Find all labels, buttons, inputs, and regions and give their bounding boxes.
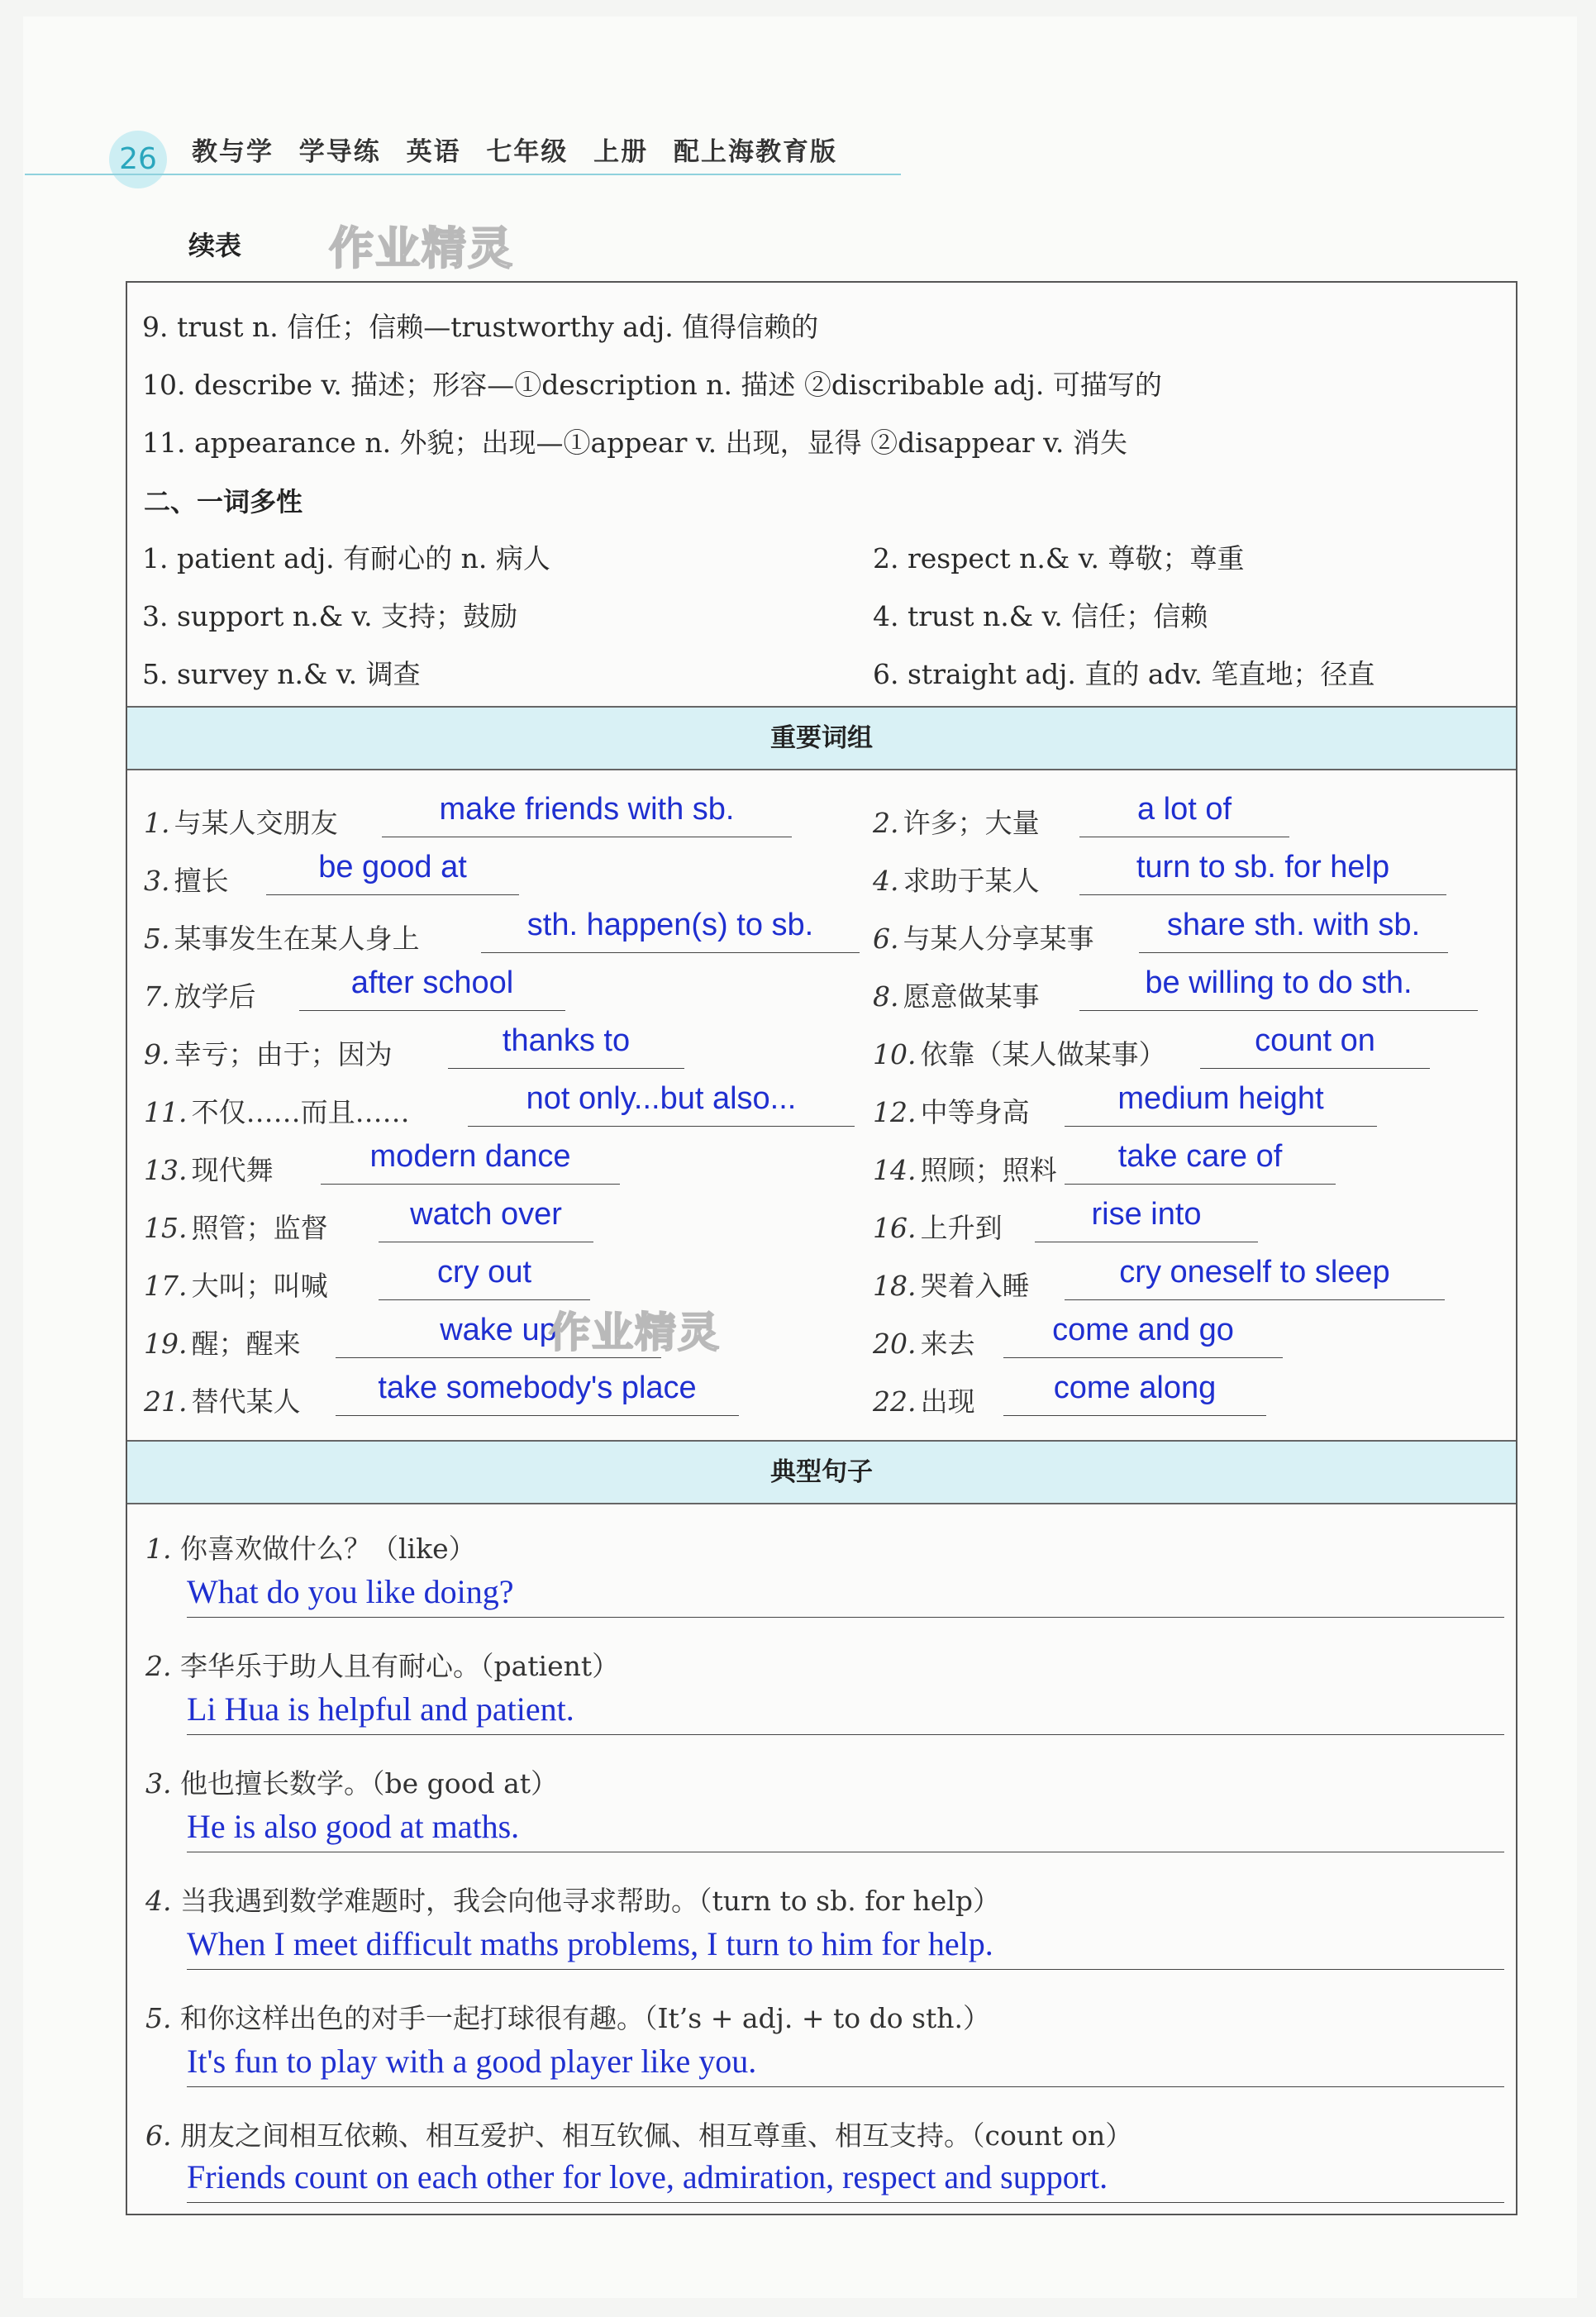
phrase-item: 3. 擅长 be good at xyxy=(144,860,229,909)
phrase-item: 22. 出现 come along xyxy=(873,1380,975,1430)
phrase-item: 6. 与某人分享某事 share sth. with sb. xyxy=(873,918,1094,967)
phrase-item: 12. 中等身高 medium height xyxy=(873,1091,1030,1141)
phrase-item: 9. 幸亏；由于；因为 thanks to xyxy=(144,1033,393,1083)
section-header-sentences: 典型句子 xyxy=(127,1440,1516,1504)
phrase-item: 19. 醒；醒来 wake up xyxy=(144,1323,301,1372)
sentence-answer: Friends count on each other for love, admiration, respect and support. xyxy=(187,2157,1504,2203)
sentence-answer: It's fun to play with a good player like you. xyxy=(187,2042,1504,2087)
header-divider xyxy=(25,174,901,175)
section-header-phrases: 重要词组 xyxy=(127,706,1516,770)
word-form-line: 10. describe v. 描述；形容—①description n. 描述 ②discribable adj. 可描写的 xyxy=(142,369,1162,401)
polysemy-item: 3. support n.& v. 支持；鼓励 xyxy=(142,600,518,632)
polysemy-item: 5. survey n.& v. 调查 xyxy=(142,658,421,690)
sentence-prompt: 4. 当我遇到数学难题时，我会向他寻求帮助。（turn to sb. for help） xyxy=(145,1885,1000,1917)
book-title: 教与学 学导练 英语 七年级 上册 配上海教育版 xyxy=(192,137,837,167)
sentence-prompt: 6. 朋友之间相互依赖、相互爱护、相互钦佩、相互尊重、相互支持。（count on） xyxy=(145,2119,1133,2152)
watermark-logo: 作业精灵 xyxy=(329,222,514,274)
polysemy-item: 6. straight adj. 直的 adv. 笔直地；径直 xyxy=(873,658,1375,690)
phrase-item: 4. 求助于某人 turn to sb. for help xyxy=(873,860,1040,909)
phrase-item: 14. 照顾；照料 take care of xyxy=(873,1149,1057,1199)
sentence-prompt: 2. 李华乐于助人且有耐心。（patient） xyxy=(145,1650,620,1682)
phrase-item: 15. 照管；监督 watch over xyxy=(144,1207,328,1256)
sentence-answer: What do you like doing? xyxy=(187,1572,1504,1618)
phrase-item: 7. 放学后 after school xyxy=(144,975,256,1025)
phrase-item: 2. 许多；大量 a lot of xyxy=(873,802,1040,851)
watermark-logo: 作业精灵 xyxy=(549,1309,721,1356)
sentence-answer: He is also good at maths. xyxy=(187,1807,1504,1852)
page-number: 26 xyxy=(109,131,167,188)
phrase-item: 17. 大叫；叫喊 cry out xyxy=(144,1265,328,1314)
polysemy-item: 4. trust n.& v. 信任；信赖 xyxy=(873,600,1208,632)
phrase-item: 1. 与某人交朋友 make friends with sb. xyxy=(144,802,338,851)
phrase-item: 18. 哭着入睡 cry oneself to sleep xyxy=(873,1265,1030,1314)
word-form-line: 11. appearance n. 外貌；出现—①appear v. 出现，显得 ②disappear v. 消失 xyxy=(142,427,1127,459)
phrase-item: 20. 来去 come and go xyxy=(873,1323,975,1372)
phrase-item: 8. 愿意做某事 be willing to do sth. xyxy=(873,975,1040,1025)
continued-label: 续表 xyxy=(188,230,242,261)
sentence-prompt: 1. 你喜欢做什么？（like） xyxy=(145,1533,476,1565)
polysemy-title: 二、一词多性 xyxy=(144,486,303,517)
sentence-prompt: 5. 和你这样出色的对手一起打球很有趣。（It’s + adj. + to do sth.） xyxy=(145,2002,991,2034)
sentence-answer: When I meet difficult maths problems, I turn to him for help. xyxy=(187,1924,1504,1970)
phrase-item: 16. 上升到 rise into xyxy=(873,1207,1003,1256)
sentence-answer: Li Hua is helpful and patient. xyxy=(187,1690,1504,1735)
phrase-item: 11. 不仅……而且…… not only...but also... xyxy=(144,1091,410,1141)
phrase-item: 13. 现代舞 modern dance xyxy=(144,1149,274,1199)
phrase-item: 10. 依靠（某人做某事） count on xyxy=(873,1033,1166,1083)
phrase-item: 5. 某事发生在某人身上 sth. happen(s) to sb. xyxy=(144,918,420,967)
polysemy-item: 1. patient adj. 有耐心的 n. 病人 xyxy=(142,542,550,574)
polysemy-item: 2. respect n.& v. 尊敬；尊重 xyxy=(873,542,1245,574)
sentence-prompt: 3. 他也擅长数学。（be good at） xyxy=(145,1767,559,1800)
word-form-line: 9. trust n. 信任；信赖—trustworthy adj. 值得信赖的 xyxy=(142,311,819,343)
phrase-item: 21. 替代某人 take somebody's place xyxy=(144,1380,301,1430)
content-table xyxy=(126,281,1517,2215)
